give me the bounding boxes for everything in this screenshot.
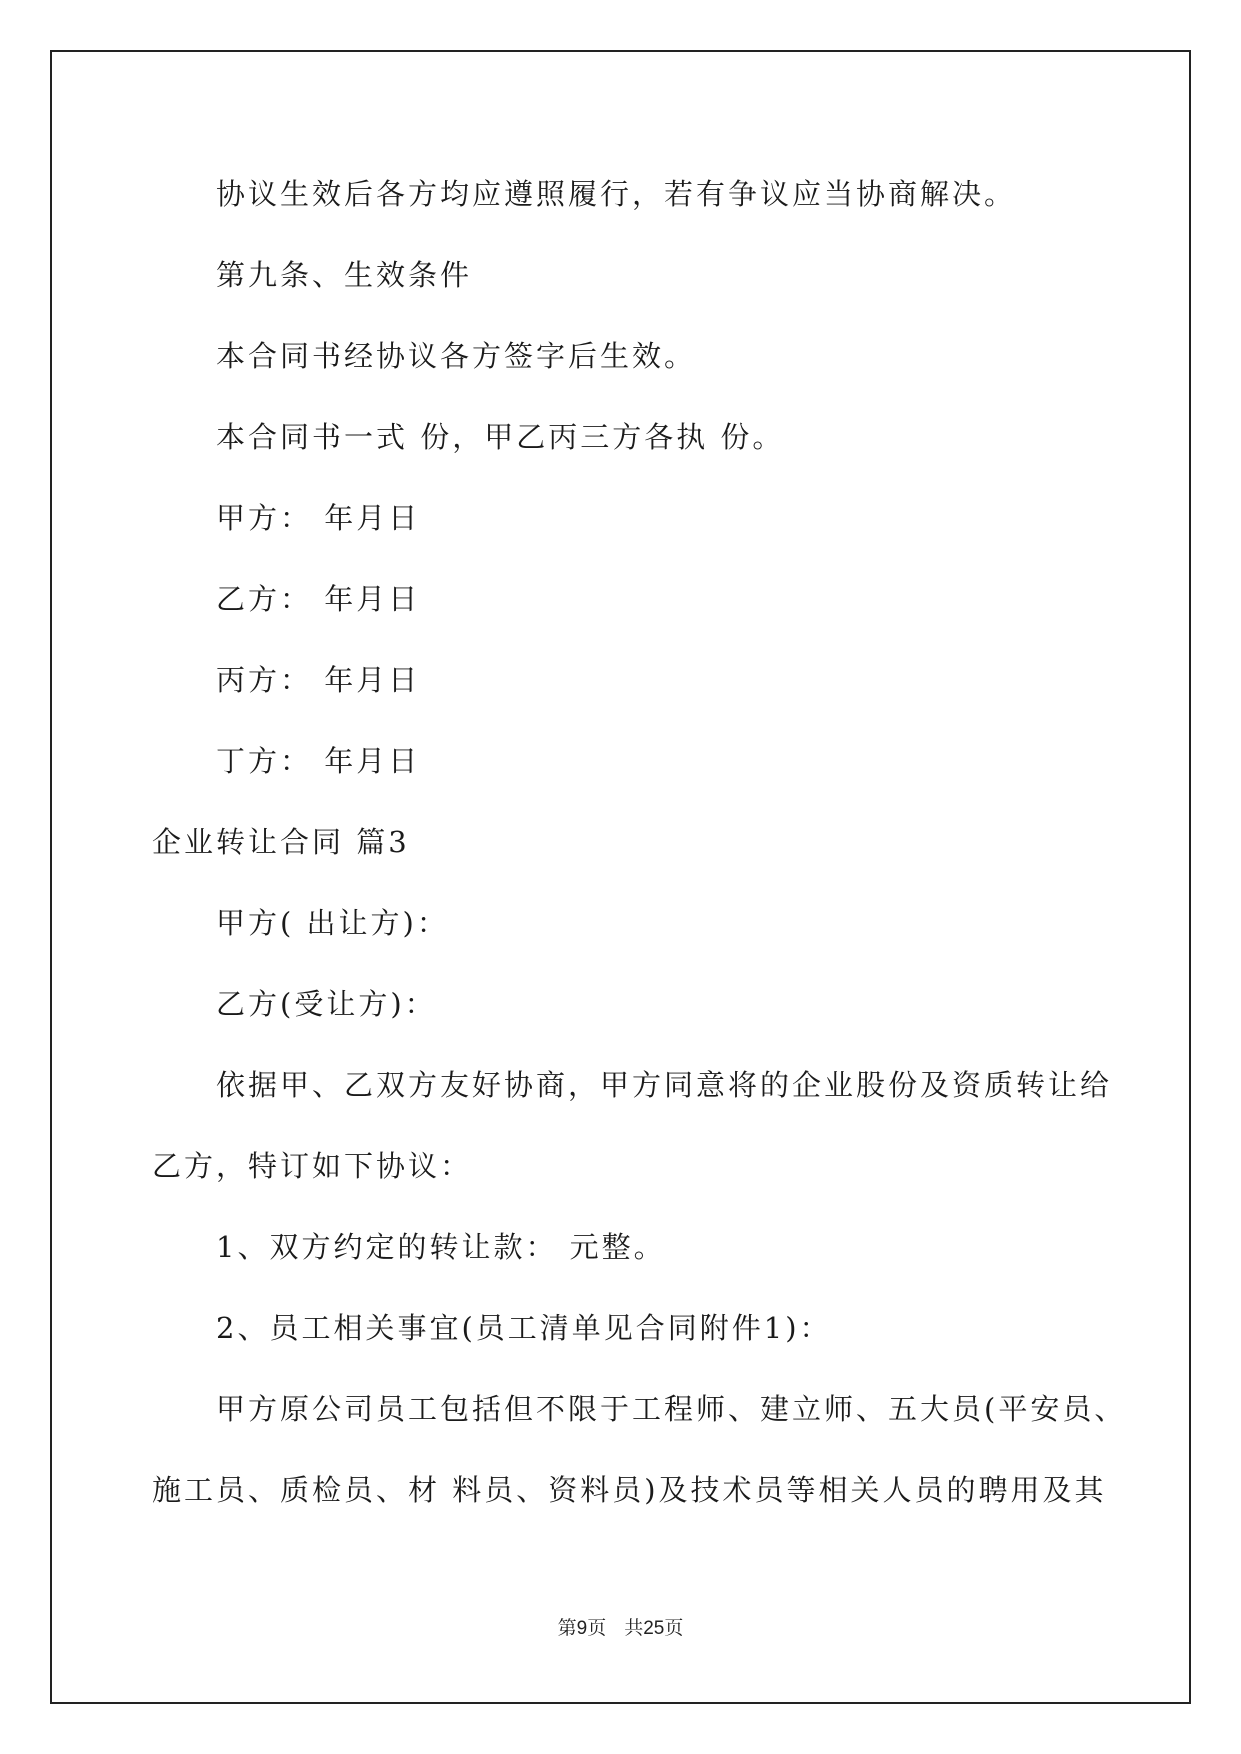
page-border — [50, 50, 1191, 1704]
paragraph-line: 施工员、质检员、材 料员、资料员)及技术员等相关人员的聘用及其 — [152, 1473, 1107, 1507]
signature-line-party-c: 丙方： 年月日 — [216, 663, 421, 697]
page-footer — [0, 1616, 1241, 1641]
signature-line-party-a: 甲方： 年月日 — [216, 501, 421, 535]
party-a-line: 甲方( 出让方)： — [216, 906, 449, 940]
party-b-line: 乙方(受让方)： — [216, 987, 437, 1021]
signature-line-party-d: 丁方： 年月日 — [216, 744, 421, 778]
paragraph-line: 甲方原公司员工包括但不限于工程师、建立师、五大员(平安员、 — [216, 1392, 1127, 1426]
page-current-number: 9 — [576, 1618, 588, 1639]
total-suffix: 页 — [664, 1617, 684, 1639]
paragraph-line: 乙方，特订如下协议： — [152, 1149, 473, 1183]
page-middle: 页 — [587, 1617, 607, 1639]
clause-2-line: 2、员工相关事宜(员工清单见合同附件1)： — [216, 1311, 832, 1345]
paragraph-line: 依据甲、乙双方友好协商，甲方同意将的企业股份及资质转让给 — [216, 1068, 1113, 1102]
section-heading: 第九条、生效条件 — [216, 258, 473, 292]
page-total-number: 25 — [643, 1618, 665, 1639]
total-prefix: 共 — [624, 1617, 644, 1639]
paragraph-line: 协议生效后各方均应遵照履行，若有争议应当协商解决。 — [216, 177, 1017, 211]
signature-line-party-b: 乙方： 年月日 — [216, 582, 421, 616]
clause-1-line: 1、双方约定的转让款： 元整。 — [216, 1230, 666, 1264]
paragraph-line: 本合同书经协议各方签字后生效。 — [216, 339, 697, 373]
paragraph-line: 本合同书一式 份，甲乙丙三方各执 份。 — [216, 420, 785, 454]
contract-title: 企业转让合同 篇3 — [152, 825, 410, 859]
page-prefix: 第 — [557, 1617, 577, 1639]
